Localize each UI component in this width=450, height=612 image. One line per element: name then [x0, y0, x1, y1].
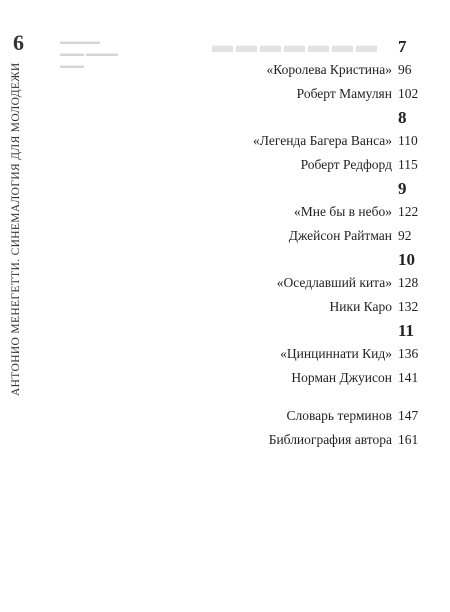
- toc-entry: [200, 224, 430, 248]
- toc-chapter-heading: [200, 106, 430, 129]
- toc-entry: [200, 153, 430, 177]
- toc-entry: [200, 366, 430, 390]
- toc-entry-title: Роберт Мамулян: [296, 86, 392, 101]
- toc-entry: [200, 82, 430, 106]
- toc-entry-page: 161: [398, 432, 419, 447]
- toc-chapter-heading: [200, 248, 430, 271]
- toc-entry-page: 115: [398, 157, 418, 172]
- chapter-number: 8: [398, 108, 407, 127]
- show-through-text-block: ▬▬▬▬▬ ▬▬▬ ▬▬▬▬ ▬▬▬: [60, 37, 118, 70]
- toc-entry-page: 141: [398, 370, 419, 385]
- toc-entry-title: «Легенда Багера Ванса»: [253, 133, 392, 148]
- toc-entry-title: Джейсон Райтман: [288, 228, 392, 243]
- page-number: 6: [13, 30, 24, 55]
- toc-entry-title: Роберт Редфорд: [300, 157, 392, 172]
- toc-entry-page: 147: [398, 408, 419, 423]
- toc-entry-page: 92: [398, 228, 412, 243]
- toc-entry: [200, 129, 430, 153]
- running-header: АНТОНИО МЕНЕГЕТТИ. СИНЕМАЛОГИЯ ДЛЯ МОЛОДЕЖИ: [10, 62, 22, 396]
- toc-entry-title: «Оседлавший кита»: [276, 275, 392, 290]
- toc-entry-bibliography: [200, 428, 430, 452]
- toc-entry-glossary: [200, 404, 430, 428]
- chapter-number: 10: [398, 250, 415, 269]
- toc-chapter-heading: [200, 177, 430, 200]
- toc-entry-page: 136: [398, 346, 419, 361]
- toc-entry: [200, 271, 430, 295]
- toc-entry-title: Норман Джуисон: [291, 370, 392, 385]
- toc-entry-title: Словарь терминов: [286, 408, 392, 423]
- table-of-contents: [200, 35, 430, 452]
- toc-entry: [200, 200, 430, 224]
- show-through-heading: ▬▬▬▬▬▬▬: [212, 33, 380, 57]
- toc-entry-title: Библиография автора: [268, 432, 392, 447]
- toc-entry: [200, 295, 430, 319]
- toc-entry-page: 96: [398, 62, 412, 77]
- toc-entry: [200, 58, 430, 82]
- toc-spacer: [200, 390, 430, 404]
- toc-entry-page: 110: [398, 133, 418, 148]
- toc-entry-title: Ники Каро: [329, 299, 392, 314]
- toc-entry-title: «Мне бы в небо»: [294, 204, 392, 219]
- toc-entry-title: «Цинциннати Кид»: [280, 346, 392, 361]
- toc-entry-title: «Королева Кристина»: [266, 62, 392, 77]
- toc-entry: [200, 342, 430, 366]
- chapter-number: 9: [398, 179, 407, 198]
- toc-chapter-heading: [200, 319, 430, 342]
- chapter-number: 7: [398, 37, 407, 56]
- toc-chapter-heading: [200, 35, 430, 58]
- toc-entry-page: 128: [398, 275, 419, 290]
- toc-entry-page: 132: [398, 299, 419, 314]
- toc-entry-page: 102: [398, 86, 419, 101]
- toc-entry-page: 122: [398, 204, 419, 219]
- chapter-number: 11: [398, 321, 415, 340]
